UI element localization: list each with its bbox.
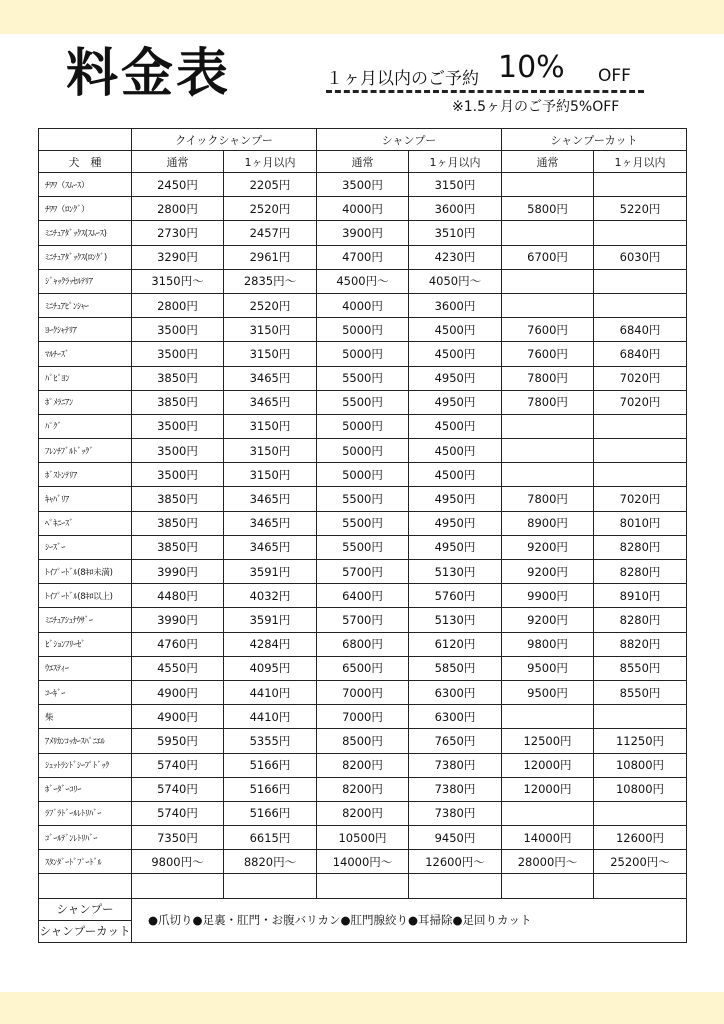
table-row xyxy=(39,826,687,850)
sub-header-cell: 通常 xyxy=(502,151,594,173)
price-cell: 5166円 xyxy=(224,753,317,777)
price-cell: 2520円 xyxy=(224,293,317,317)
price-cell: 4500円 xyxy=(409,439,502,463)
price-cell: 7380円 xyxy=(409,777,502,801)
price-cell: 5220円 xyxy=(594,197,687,221)
sub-header-cell: 通常 xyxy=(317,151,409,173)
price-cell: 6800円 xyxy=(317,632,409,656)
price-cell xyxy=(224,874,317,898)
price-cell: 3850円 xyxy=(132,390,224,414)
breed-name xyxy=(39,874,132,898)
breed-name: ﾏﾙﾁｰｽﾞ xyxy=(39,342,132,366)
price-cell: 8280円 xyxy=(594,535,687,559)
price-cell: 3990円 xyxy=(132,608,224,632)
price-cell: 4480円 xyxy=(132,584,224,608)
price-cell: 8820円～ xyxy=(224,850,317,874)
table-row xyxy=(39,221,687,245)
price-cell: 5166円 xyxy=(224,777,317,801)
price-cell: 12500円 xyxy=(502,729,594,753)
promo-percent: 10% xyxy=(498,50,565,85)
price-cell: 5950円 xyxy=(132,729,224,753)
price-cell: 2520円 xyxy=(224,197,317,221)
sub-header-row xyxy=(39,151,687,173)
price-cell xyxy=(317,874,409,898)
price-cell: 5355円 xyxy=(224,729,317,753)
table-row xyxy=(39,584,687,608)
price-cell: 5850円 xyxy=(409,656,502,680)
price-cell: 3591円 xyxy=(224,560,317,584)
price-cell xyxy=(502,221,594,245)
price-cell: 3465円 xyxy=(224,390,317,414)
price-cell: 5740円 xyxy=(132,777,224,801)
price-cell: 3500円 xyxy=(132,414,224,438)
price-cell: 3150円 xyxy=(409,173,502,197)
promo-off: OFF xyxy=(598,66,631,86)
price-cell xyxy=(502,439,594,463)
table-row xyxy=(39,850,687,874)
price-cell: 8910円 xyxy=(594,584,687,608)
price-cell: 4500円 xyxy=(409,318,502,342)
price-cell: 2961円 xyxy=(224,245,317,269)
price-cell: 2457円 xyxy=(224,221,317,245)
breed-name: ｳｴｽﾃｨｰ xyxy=(39,656,132,680)
table-row xyxy=(39,269,687,293)
price-cell: 5000円 xyxy=(317,439,409,463)
price-cell: 3850円 xyxy=(132,511,224,535)
price-cell: 9900円 xyxy=(502,584,594,608)
price-cell xyxy=(409,874,502,898)
price-cell: 12000円 xyxy=(502,753,594,777)
price-cell: 7020円 xyxy=(594,366,687,390)
breed-name: ﾄｲﾌﾟｰﾄﾞﾙ(8ｷﾛ未満) xyxy=(39,560,132,584)
price-cell: 5740円 xyxy=(132,801,224,825)
price-cell: 5000円 xyxy=(317,414,409,438)
table-row xyxy=(39,439,687,463)
price-cell xyxy=(502,874,594,898)
price-cell: 3900円 xyxy=(317,221,409,245)
price-cell xyxy=(502,463,594,487)
price-cell: 4950円 xyxy=(409,487,502,511)
price-cell: 6300円 xyxy=(409,705,502,729)
price-cell xyxy=(502,173,594,197)
price-cell: 3150円 xyxy=(224,342,317,366)
price-cell: 7650円 xyxy=(409,729,502,753)
price-cell: 7600円 xyxy=(502,342,594,366)
price-cell: 5000円 xyxy=(317,463,409,487)
price-cell: 8900円 xyxy=(502,511,594,535)
price-cell: 2800円 xyxy=(132,293,224,317)
price-cell: 6700円 xyxy=(502,245,594,269)
price-cell: 3150円 xyxy=(224,318,317,342)
sub-header-cell: 1ヶ月以内 xyxy=(224,151,317,173)
price-cell: 7800円 xyxy=(502,487,594,511)
price-cell: 12600円 xyxy=(594,826,687,850)
price-cell: 3850円 xyxy=(132,366,224,390)
price-cell: 8010円 xyxy=(594,511,687,535)
price-table xyxy=(38,128,687,943)
table-row xyxy=(39,560,687,584)
price-cell: 5500円 xyxy=(317,390,409,414)
breed-name: ｷｬﾊﾞﾘｱ xyxy=(39,487,132,511)
price-cell xyxy=(594,269,687,293)
price-cell: 7020円 xyxy=(594,487,687,511)
breed-name: 柴 xyxy=(39,705,132,729)
price-cell: 8280円 xyxy=(594,560,687,584)
price-cell: 4000円 xyxy=(317,197,409,221)
price-cell: 6615円 xyxy=(224,826,317,850)
price-cell: 12000円 xyxy=(502,777,594,801)
promo-text: １ヶ月以内のご予約 xyxy=(326,69,479,89)
price-cell: 4900円 xyxy=(132,680,224,704)
breed-name: ﾋﾞｼｮﾝﾌﾘｰｾﾞ xyxy=(39,632,132,656)
table-row xyxy=(39,245,687,269)
price-cell: 3990円 xyxy=(132,560,224,584)
breed-name: ﾖｰｸｼｬﾃﾘｱ xyxy=(39,318,132,342)
breed-name: ﾁﾜﾜ（ﾛﾝｸﾞ） xyxy=(39,197,132,221)
price-cell: 6840円 xyxy=(594,318,687,342)
breed-name: ﾎﾞｽﾄﾝﾃﾘｱ xyxy=(39,463,132,487)
price-cell: 5500円 xyxy=(317,366,409,390)
price-cell: 8200円 xyxy=(317,753,409,777)
price-cell: 6500円 xyxy=(317,656,409,680)
price-cell: 4950円 xyxy=(409,366,502,390)
price-cell: 3500円 xyxy=(132,318,224,342)
price-cell: 3290円 xyxy=(132,245,224,269)
table-row xyxy=(39,777,687,801)
table-row xyxy=(39,318,687,342)
price-cell: 3150円 xyxy=(224,439,317,463)
breed-name: ﾐﾆﾁｭｱﾀﾞｯｸｽ(ﾛﾝｸﾞ) xyxy=(39,245,132,269)
price-cell: 8200円 xyxy=(317,801,409,825)
table-row xyxy=(39,366,687,390)
breed-name: ﾐﾆﾁｭｱﾋﾟﾝｼｬｰ xyxy=(39,293,132,317)
breed-name: ﾐﾆﾁｭｱｼｭﾅｳｻﾞｰ xyxy=(39,608,132,632)
price-cell: 4500円 xyxy=(409,414,502,438)
footer-row xyxy=(39,898,687,920)
price-cell: 5500円 xyxy=(317,511,409,535)
price-cell: 6400円 xyxy=(317,584,409,608)
price-cell: 3500円 xyxy=(132,463,224,487)
price-cell: 5130円 xyxy=(409,608,502,632)
price-cell: 8550円 xyxy=(594,656,687,680)
table-row xyxy=(39,608,687,632)
breed-name: ﾐﾆﾁｭｱﾀﾞｯｸｽ(ｽﾑｰｽ) xyxy=(39,221,132,245)
price-cell: 3150円 xyxy=(224,414,317,438)
price-cell: 9200円 xyxy=(502,608,594,632)
price-cell: 3465円 xyxy=(224,366,317,390)
price-cell: 5700円 xyxy=(317,608,409,632)
breed-name: ﾌﾚﾝﾁﾌﾞﾙﾄﾞｯｸﾞ xyxy=(39,439,132,463)
price-cell: 3850円 xyxy=(132,535,224,559)
price-cell xyxy=(502,293,594,317)
table-row xyxy=(39,463,687,487)
price-cell: 4032円 xyxy=(224,584,317,608)
price-cell: 3150円 xyxy=(224,463,317,487)
price-cell: 4500円 xyxy=(409,342,502,366)
price-cell xyxy=(594,874,687,898)
breed-name: ｼｰｽﾞｰ xyxy=(39,535,132,559)
table-row xyxy=(39,197,687,221)
price-cell: 8550円 xyxy=(594,680,687,704)
price-cell xyxy=(594,221,687,245)
footer-label-shampoo-cut: シャンプーカット xyxy=(39,920,132,942)
table-row xyxy=(39,342,687,366)
breed-name: ｺｰｷﾞｰ xyxy=(39,680,132,704)
table-row xyxy=(39,414,687,438)
breed-name: ﾊﾟｸﾞ xyxy=(39,414,132,438)
price-cell xyxy=(594,173,687,197)
price-cell: 11250円 xyxy=(594,729,687,753)
table-row xyxy=(39,487,687,511)
top-band xyxy=(0,0,724,34)
price-cell: 9800円 xyxy=(502,632,594,656)
price-cell: 2730円 xyxy=(132,221,224,245)
price-cell: 2800円 xyxy=(132,197,224,221)
price-cell: 4550円 xyxy=(132,656,224,680)
price-cell: 5500円 xyxy=(317,487,409,511)
price-cell: 4410円 xyxy=(224,705,317,729)
price-cell xyxy=(594,705,687,729)
price-cell: 9800円～ xyxy=(132,850,224,874)
table-row xyxy=(39,680,687,704)
table-row xyxy=(39,173,687,197)
breed-name: ﾗﾌﾞﾗﾄﾞｰﾙﾚﾄﾘﾊﾞｰ xyxy=(39,801,132,825)
price-cell: 7350円 xyxy=(132,826,224,850)
price-cell: 3510円 xyxy=(409,221,502,245)
table-row xyxy=(39,801,687,825)
price-cell: 10800円 xyxy=(594,777,687,801)
price-cell xyxy=(594,293,687,317)
price-cell: 2450円 xyxy=(132,173,224,197)
price-cell: 4760円 xyxy=(132,632,224,656)
header-corner xyxy=(39,129,132,151)
price-cell: 5500円 xyxy=(317,535,409,559)
price-cell: 3850円 xyxy=(132,487,224,511)
table-row xyxy=(39,729,687,753)
price-cell: 7380円 xyxy=(409,801,502,825)
price-cell: 4410円 xyxy=(224,680,317,704)
price-cell: 4950円 xyxy=(409,390,502,414)
promo-banner xyxy=(326,52,656,98)
breed-name: ﾍﾟｷﾆｰｽﾞ xyxy=(39,511,132,535)
price-cell: 10800円 xyxy=(594,753,687,777)
price-cell xyxy=(594,439,687,463)
table-row xyxy=(39,705,687,729)
price-cell: 6840円 xyxy=(594,342,687,366)
price-cell: 3600円 xyxy=(409,293,502,317)
breed-name: ﾊﾟﾋﾟﾖﾝ xyxy=(39,366,132,390)
price-cell xyxy=(594,414,687,438)
group-header-shampoo: シャンプー xyxy=(317,129,502,151)
price-cell: 9200円 xyxy=(502,535,594,559)
price-cell: 3465円 xyxy=(224,535,317,559)
price-cell xyxy=(502,801,594,825)
price-cell: 3500円 xyxy=(132,439,224,463)
price-cell: 5130円 xyxy=(409,560,502,584)
breed-name: ｱﾒﾘｶﾝｺｯｶｰｽﾊﾟﾆｴﾙ xyxy=(39,729,132,753)
price-cell: 7380円 xyxy=(409,753,502,777)
price-cell: 8500円 xyxy=(317,729,409,753)
price-cell: 7000円 xyxy=(317,680,409,704)
breed-name: ｺﾞｰﾙﾃﾞﾝﾚﾄﾘﾊﾞｰ xyxy=(39,826,132,850)
price-cell: 3150円～ xyxy=(132,269,224,293)
breed-header: 犬 種 xyxy=(39,151,132,173)
price-cell xyxy=(132,874,224,898)
price-cell: 9500円 xyxy=(502,680,594,704)
promo-note: ※1.5ヶ月のご予約5%OFF xyxy=(452,99,620,115)
bottom-band xyxy=(0,992,724,1024)
price-cell: 2835円～ xyxy=(224,269,317,293)
price-cell: 8200円 xyxy=(317,777,409,801)
group-header-row xyxy=(39,129,687,151)
price-cell: 2205円 xyxy=(224,173,317,197)
price-cell: 4050円～ xyxy=(409,269,502,293)
price-cell: 5800円 xyxy=(502,197,594,221)
price-cell: 14000円 xyxy=(502,826,594,850)
price-cell: 4500円～ xyxy=(317,269,409,293)
price-cell: 5760円 xyxy=(409,584,502,608)
table-row xyxy=(39,511,687,535)
table-row xyxy=(39,535,687,559)
price-cell: 8820円 xyxy=(594,632,687,656)
promo-underline xyxy=(326,90,644,93)
price-cell: 6120円 xyxy=(409,632,502,656)
price-cell: 14000円～ xyxy=(317,850,409,874)
price-cell: 4900円 xyxy=(132,705,224,729)
price-cell: 9200円 xyxy=(502,560,594,584)
price-cell: 4000円 xyxy=(317,293,409,317)
price-cell: 6300円 xyxy=(409,680,502,704)
price-cell: 5700円 xyxy=(317,560,409,584)
price-cell: 4950円 xyxy=(409,511,502,535)
included-services: ●爪切り●足裏・肛門・お腹バリカン●肛門腺絞り●耳掃除●足回りカット xyxy=(132,898,687,942)
group-header-shampoo-cut: シャンプーカット xyxy=(502,129,687,151)
sub-header-cell: 1ヶ月以内 xyxy=(594,151,687,173)
sub-header-cell: 1ヶ月以内 xyxy=(409,151,502,173)
breed-name: ﾎﾟﾒﾗﾆｱﾝ xyxy=(39,390,132,414)
price-cell: 3500円 xyxy=(317,173,409,197)
price-cell: 7800円 xyxy=(502,366,594,390)
price-cell: 4950円 xyxy=(409,535,502,559)
sub-header-cell: 通常 xyxy=(132,151,224,173)
price-cell: 9500円 xyxy=(502,656,594,680)
price-cell: 3465円 xyxy=(224,487,317,511)
price-cell: 4230円 xyxy=(409,245,502,269)
price-cell: 4284円 xyxy=(224,632,317,656)
price-cell: 8280円 xyxy=(594,608,687,632)
price-cell: 3591円 xyxy=(224,608,317,632)
table-row xyxy=(39,390,687,414)
price-cell: 6030円 xyxy=(594,245,687,269)
price-cell: 4095円 xyxy=(224,656,317,680)
price-cell: 3600円 xyxy=(409,197,502,221)
breed-name: ｼﾞｬｯｸﾗｯｾﾙﾃﾘｱ xyxy=(39,269,132,293)
price-cell xyxy=(594,463,687,487)
price-cell: 7020円 xyxy=(594,390,687,414)
price-cell xyxy=(594,801,687,825)
page-title: 料金表 xyxy=(66,44,232,104)
price-cell: 5000円 xyxy=(317,342,409,366)
price-cell: 3465円 xyxy=(224,511,317,535)
table-row xyxy=(39,632,687,656)
price-cell: 9450円 xyxy=(409,826,502,850)
table-row xyxy=(39,874,687,898)
price-cell: 25200円～ xyxy=(594,850,687,874)
price-cell xyxy=(502,705,594,729)
price-cell: 7000円 xyxy=(317,705,409,729)
footer-label-shampoo: シャンプー xyxy=(39,898,132,920)
price-cell: 4500円 xyxy=(409,463,502,487)
breed-name: ﾁﾜﾜ（ｽﾑｰｽ） xyxy=(39,173,132,197)
price-cell: 10500円 xyxy=(317,826,409,850)
table-row xyxy=(39,293,687,317)
breed-name: ｼｪｯﾄﾗﾝﾄﾞｼｰﾌﾟﾄﾞｯｸ xyxy=(39,753,132,777)
breed-name: ｽﾀﾝﾀﾞｰﾄﾞﾌﾟｰﾄﾞﾙ xyxy=(39,850,132,874)
price-cell: 3500円 xyxy=(132,342,224,366)
price-cell: 4700円 xyxy=(317,245,409,269)
table-row xyxy=(39,753,687,777)
table-row xyxy=(39,656,687,680)
price-cell xyxy=(502,414,594,438)
price-cell: 7800円 xyxy=(502,390,594,414)
price-cell: 28000円～ xyxy=(502,850,594,874)
price-cell: 12600円～ xyxy=(409,850,502,874)
group-header-quick-shampoo: クイックシャンプー xyxy=(132,129,317,151)
price-cell: 7600円 xyxy=(502,318,594,342)
price-cell xyxy=(502,269,594,293)
price-cell: 5740円 xyxy=(132,753,224,777)
price-cell: 5166円 xyxy=(224,801,317,825)
price-cell: 5000円 xyxy=(317,318,409,342)
breed-name: ﾄｲﾌﾟｰﾄﾞﾙ(8ｷﾛ以上) xyxy=(39,584,132,608)
breed-name: ﾎﾞｰﾀﾞｰｺﾘｰ xyxy=(39,777,132,801)
price-rows xyxy=(39,173,687,899)
